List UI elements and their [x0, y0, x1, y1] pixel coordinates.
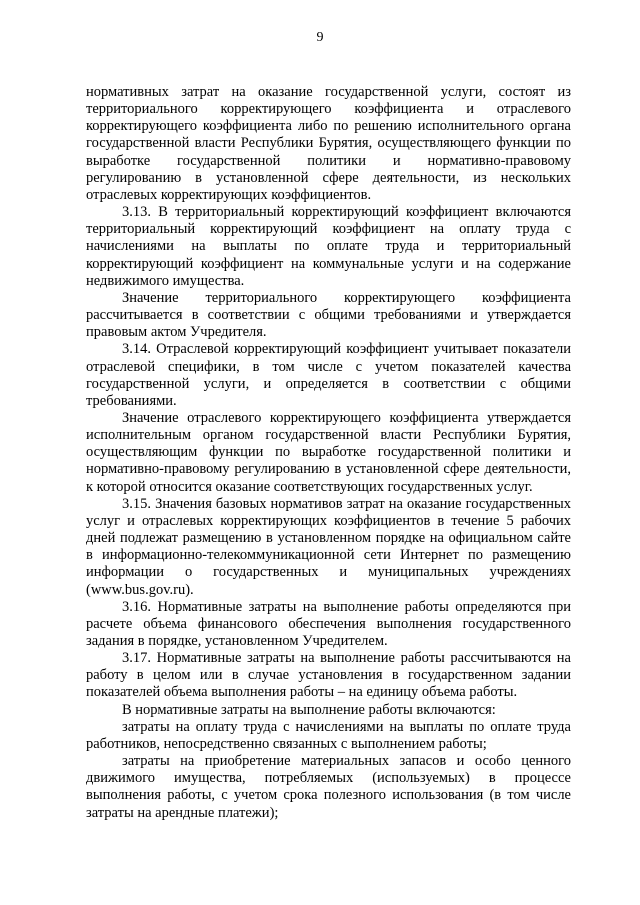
paragraph-sectoral-value: Значение отраслевого корректирующего коэффициента утверждается исполнительным органом государственной власти Республики Бурятия, осуществляющим функции по выработке государственной политики и нормативно-правовому регулированию в установленной сфере деятельности, к которой относится оказание соответствующих государственных услуг. — [86, 409, 571, 495]
paragraph-3-15: 3.15. Значения базовых нормативов затрат на оказание государственных услуг и отраслевых корректирующих коэффициентов в течение 5 рабочих дней подлежат размещению в установленном порядке на официальном сайте в информационно-телекоммуникационной сети Интернет по размещению информации о государственных и муниципальных учреждениях (www.bus.gov.ru). — [86, 495, 571, 598]
paragraph-3-16: 3.16. Нормативные затраты на выполнение работы определяются при расчете объема финансового обеспечения выполнения государственного задания в порядке, установленном Учредителем. — [86, 598, 571, 649]
paragraph-territorial-value: Значение территориального корректирующего коэффициента рассчитывается в соответствии с общими требованиями и утверждается правовым актом Учредителя. — [86, 289, 571, 341]
page-number: 9 — [316, 30, 324, 45]
paragraph-3-17: 3.17. Нормативные затраты на выполнение работы рассчитываются на работу в целом или в случае установления в государственном задании показателей объема выполнения работы – на единицу объема работы. — [86, 650, 571, 701]
paragraph-labor-costs: затраты на оплату труда с начислениями на выплаты по оплате труда работников, непосредственно связанных с выполнением работы; — [86, 718, 571, 752]
paragraph-work-costs-intro: В нормативные затраты на выполнение работы включаются: — [122, 701, 496, 718]
paragraph-3-13: 3.13. В территориальный корректирующий коэффициент включаются территориальный корректирующий коэффициент на оплату труда с начислениями на выплаты по оплате труда и территориальный корректирующий коэффициент на коммунальные услуги и на содержание недвижимого имущества. — [86, 204, 571, 289]
paragraph-3-14: 3.14. Отраслевой корректирующий коэффициент учитывает показатели отраслевой специфики, в том числе с учетом показателей качества государственной услуги, и определяется в соответствии с общими требованиями. — [86, 341, 571, 409]
paragraph-1: нормативных затрат на оказание государственной услуги, состоят из территориального корректирующего коэффициента и отраслевого корректирующего коэффициента либо по решению исполнительного органа государственной власти Республики Бурятия, осуществляющего функции по выработке государственной политики и нормативно-правовому регулированию в установленной сфере деятельности, из нескольких отраслевых корректирующих коэффициентов. — [86, 84, 571, 203]
paragraph-material-costs: затраты на приобретение материальных запасов и особо ценного движимого имущества, потребляемых (используемых) в процессе выполнения работы, с учетом срока полезного использования (в том числе затраты на арендные платежи); — [86, 753, 571, 821]
document-body — [86, 84, 571, 822]
